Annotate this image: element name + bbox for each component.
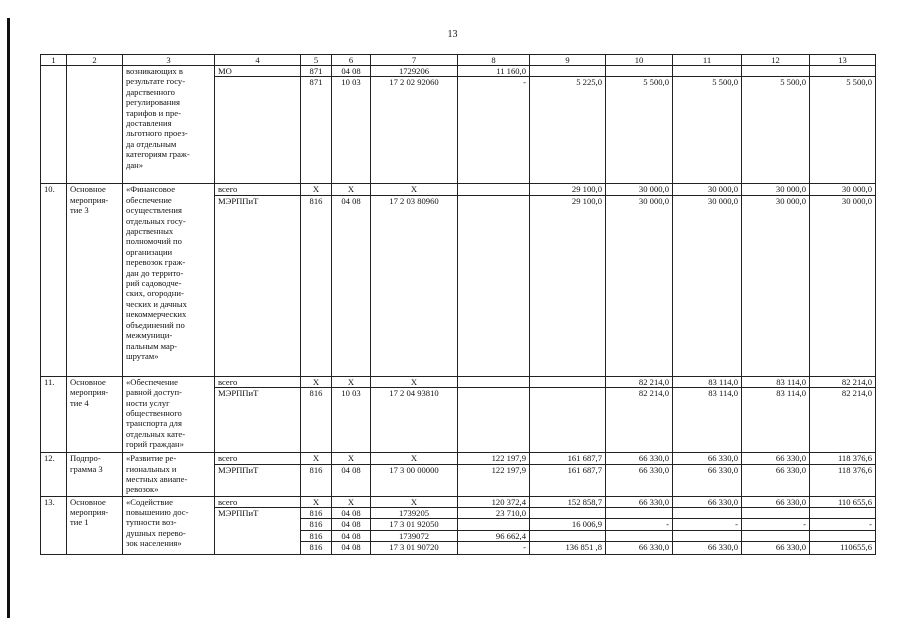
item-description-cell: «Содействие повышению дос- тупности воз- душных перево- зок населения»	[123, 496, 215, 555]
amount-cell: 66 330,0	[673, 464, 742, 496]
amount-cell: 30 000,0	[810, 184, 876, 195]
grbs-cell: 816	[301, 530, 332, 541]
amount-cell	[530, 388, 606, 453]
amount-cell: 161 687,7	[530, 464, 606, 496]
amount-cell: 96 662,4	[458, 530, 530, 541]
target-article-cell: 1729206	[371, 66, 458, 77]
section-cell: 04 08	[332, 530, 371, 541]
amount-cell: 30 000,0	[606, 184, 673, 195]
amount-cell: -	[458, 542, 530, 555]
section-cell: 04 08	[332, 464, 371, 496]
grbs-cell: X	[301, 496, 332, 507]
executor-cell: МЭРППиТ	[215, 464, 301, 496]
amount-cell: 82 214,0	[810, 388, 876, 453]
section-cell: 04 08	[332, 195, 371, 376]
item-description-cell: «Обеспечение равной доступ- ности услуг общественного транспорта для отдельных кате- горий граждан»	[123, 376, 215, 452]
amount-cell	[606, 508, 673, 519]
amount-cell: 30 000,0	[606, 195, 673, 376]
amount-cell: 66 330,0	[742, 464, 810, 496]
grbs-cell: 816	[301, 542, 332, 555]
row-number-cell	[41, 66, 67, 184]
amount-cell: 66 330,0	[742, 542, 810, 555]
target-article-cell: X	[371, 184, 458, 195]
column-header: 7	[371, 55, 458, 66]
target-article-cell: 17 3 00 00000	[371, 464, 458, 496]
executor-cell: МЭРППиТ	[215, 195, 301, 376]
amount-cell: 120 372,4	[458, 496, 530, 507]
table-row	[41, 376, 876, 387]
item-description-cell: возникающих в результате госу- дарственного регулирования тарифов и пре- доставления льготного проез- да отдельным категориям граж- дан»	[123, 66, 215, 184]
amount-cell: 136 851 ,8	[530, 542, 606, 555]
amount-cell: 66 330,0	[742, 453, 810, 464]
target-article-cell: 17 2 04 93810	[371, 388, 458, 453]
amount-cell	[530, 376, 606, 387]
amount-cell: 83 114,0	[742, 388, 810, 453]
grbs-cell: X	[301, 184, 332, 195]
amount-cell: 118 376,6	[810, 453, 876, 464]
amount-cell: 66 330,0	[673, 496, 742, 507]
amount-cell: 66 330,0	[673, 542, 742, 555]
grbs-cell: 816	[301, 195, 332, 376]
section-cell: 10 03	[332, 388, 371, 453]
column-header: 11	[673, 55, 742, 66]
amount-cell: 161 687,7	[530, 453, 606, 464]
amount-cell	[673, 66, 742, 77]
amount-cell	[673, 508, 742, 519]
amount-cell: 5 500,0	[810, 77, 876, 184]
left-margin-bar	[7, 18, 10, 618]
section-cell: X	[332, 184, 371, 195]
amount-cell: 82 214,0	[810, 376, 876, 387]
amount-cell: 66 330,0	[673, 453, 742, 464]
section-cell: X	[332, 496, 371, 507]
target-article-cell: 1739205	[371, 508, 458, 519]
section-cell: 04 08	[332, 519, 371, 530]
amount-cell: 152 858,7	[530, 496, 606, 507]
target-article-cell: 17 3 01 92050	[371, 519, 458, 530]
column-header: 10	[606, 55, 673, 66]
item-type-cell: Подпро- грамма 3	[67, 453, 123, 496]
target-article-cell: 17 2 02 92060	[371, 77, 458, 184]
table-row	[41, 453, 876, 464]
amount-cell: -	[742, 519, 810, 530]
table-row	[41, 184, 876, 195]
amount-cell: 118 376,6	[810, 464, 876, 496]
amount-cell: -	[810, 519, 876, 530]
amount-cell: 122 197,9	[458, 453, 530, 464]
amount-cell: 82 214,0	[606, 388, 673, 453]
executor-cell: всего	[215, 376, 301, 387]
amount-cell	[458, 376, 530, 387]
grbs-cell: 816	[301, 519, 332, 530]
executor-cell: всего	[215, 453, 301, 464]
item-type-cell: Основное мероприя- тие 4	[67, 376, 123, 452]
column-header: 3	[123, 55, 215, 66]
budget-table	[40, 54, 876, 555]
grbs-cell: 816	[301, 464, 332, 496]
section-cell: 10 03	[332, 77, 371, 184]
target-article-cell: X	[371, 496, 458, 507]
amount-cell	[810, 508, 876, 519]
amount-cell	[458, 195, 530, 376]
target-article-cell: 1739072	[371, 530, 458, 541]
section-cell: X	[332, 453, 371, 464]
amount-cell	[810, 66, 876, 77]
amount-cell: -	[458, 77, 530, 184]
amount-cell: 30 000,0	[673, 184, 742, 195]
target-article-cell: 17 2 03 80960	[371, 195, 458, 376]
column-header: 12	[742, 55, 810, 66]
grbs-cell: X	[301, 453, 332, 464]
amount-cell	[458, 388, 530, 453]
row-number-cell: 10.	[41, 184, 67, 376]
row-number-cell: 13.	[41, 496, 67, 555]
amount-cell	[673, 530, 742, 541]
target-article-cell: 17 3 01 90720	[371, 542, 458, 555]
item-type-cell: Основное мероприя- тие 3	[67, 184, 123, 376]
item-description-cell: «Развитие ре- гиональных и местных авиапе- ревозок»	[123, 453, 215, 496]
amount-cell: 66 330,0	[606, 464, 673, 496]
amount-cell: 23 710,0	[458, 508, 530, 519]
column-header: 4	[215, 55, 301, 66]
executor-cell: МЭРППиТ	[215, 388, 301, 453]
amount-cell	[606, 66, 673, 77]
amount-cell: 5 225,0	[530, 77, 606, 184]
section-cell: 04 08	[332, 508, 371, 519]
amount-cell	[458, 184, 530, 195]
amount-cell: 30 000,0	[742, 195, 810, 376]
executor-cell: МО	[215, 66, 301, 77]
amount-cell: 30 000,0	[742, 184, 810, 195]
amount-cell: 5 500,0	[606, 77, 673, 184]
amount-cell: 5 500,0	[742, 77, 810, 184]
amount-cell: 16 006,9	[530, 519, 606, 530]
amount-cell: 5 500,0	[673, 77, 742, 184]
target-article-cell: X	[371, 453, 458, 464]
amount-cell: 83 114,0	[742, 376, 810, 387]
amount-cell: 110 655,6	[810, 496, 876, 507]
amount-cell: -	[606, 519, 673, 530]
amount-cell	[530, 508, 606, 519]
column-header: 1	[41, 55, 67, 66]
amount-cell: 29 100,0	[530, 195, 606, 376]
item-type-cell: Основное мероприя- тие 1	[67, 496, 123, 555]
amount-cell	[742, 66, 810, 77]
amount-cell: 83 114,0	[673, 376, 742, 387]
amount-cell: 66 330,0	[606, 496, 673, 507]
column-header: 9	[530, 55, 606, 66]
executor-cell	[215, 77, 301, 184]
item-description-cell: «Финансовое обеспечение осуществления отдельных госу- дарственных полномочий по организации перевозок граж- дан до террито- рий садоводче- ских, огородни- ческих и дачных некоммерческих объединений по межмуници- пальным мар- шрутам»	[123, 184, 215, 376]
column-header: 13	[810, 55, 876, 66]
section-cell: 04 08	[332, 66, 371, 77]
column-number-row	[41, 55, 876, 66]
column-header: 8	[458, 55, 530, 66]
amount-cell	[742, 508, 810, 519]
executor-cell: всего	[215, 184, 301, 195]
amount-cell: 122 197,9	[458, 464, 530, 496]
amount-cell: 30 000,0	[810, 195, 876, 376]
grbs-cell: 871	[301, 77, 332, 184]
section-cell: 04 08	[332, 542, 371, 555]
table-row	[41, 496, 876, 507]
section-cell: X	[332, 376, 371, 387]
executor-cell: всего	[215, 496, 301, 507]
amount-cell: 30 000,0	[673, 195, 742, 376]
row-number-cell: 12.	[41, 453, 67, 496]
amount-cell	[742, 530, 810, 541]
amount-cell	[810, 530, 876, 541]
item-type-cell	[67, 66, 123, 184]
grbs-cell: 816	[301, 388, 332, 453]
amount-cell: 110655,6	[810, 542, 876, 555]
row-number-cell: 11.	[41, 376, 67, 452]
grbs-cell: X	[301, 376, 332, 387]
amount-cell: -	[673, 519, 742, 530]
table-row	[41, 66, 876, 77]
grbs-cell: 871	[301, 66, 332, 77]
amount-cell: 83 114,0	[673, 388, 742, 453]
amount-cell	[458, 519, 530, 530]
amount-cell: 66 330,0	[742, 496, 810, 507]
amount-cell: 29 100,0	[530, 184, 606, 195]
amount-cell	[530, 66, 606, 77]
amount-cell: 66 330,0	[606, 453, 673, 464]
grbs-cell: 816	[301, 508, 332, 519]
column-header: 5	[301, 55, 332, 66]
executor-cell: МЭРППиТ	[215, 508, 301, 555]
amount-cell	[530, 530, 606, 541]
amount-cell: 66 330,0	[606, 542, 673, 555]
amount-cell: 11 160,0	[458, 66, 530, 77]
amount-cell	[606, 530, 673, 541]
target-article-cell: X	[371, 376, 458, 387]
column-header: 6	[332, 55, 371, 66]
page-number: 13	[447, 29, 458, 40]
amount-cell: 82 214,0	[606, 376, 673, 387]
column-header: 2	[67, 55, 123, 66]
